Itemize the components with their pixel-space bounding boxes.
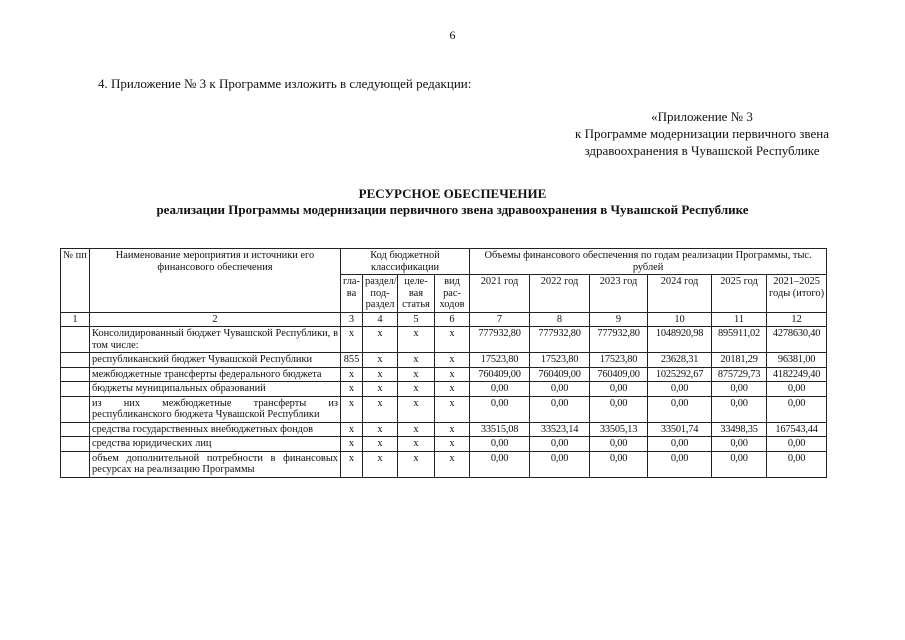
row-code-cell: x xyxy=(435,353,470,368)
column-number-7: 7 xyxy=(470,312,530,327)
column-number-3: 3 xyxy=(341,312,363,327)
header-year-col-1: 2021 год xyxy=(470,275,530,313)
row-value-cell: 4182249,40 xyxy=(767,367,827,382)
row-value-cell: 0,00 xyxy=(470,382,530,397)
row-value-cell: 875729,73 xyxy=(712,367,767,382)
row-value-cell: 0,00 xyxy=(648,437,712,452)
row-number-cell xyxy=(61,327,90,353)
row-code-cell: x xyxy=(435,367,470,382)
intro-text: 4. Приложение № 3 к Программе изложить в следующей редакции: xyxy=(98,76,472,91)
row-number-cell xyxy=(61,396,90,422)
row-value-cell: 23628,31 xyxy=(648,353,712,368)
table-row xyxy=(61,396,827,422)
row-code-cell: x xyxy=(341,396,363,422)
row-name-cell: из них межбюджетные трансферты из республиканского бюджета Чувашской Республики xyxy=(90,396,341,422)
column-number-1: 1 xyxy=(61,312,90,327)
row-value-cell: 0,00 xyxy=(590,451,648,477)
row-code-cell: 855 xyxy=(341,353,363,368)
row-value-cell: 895911,02 xyxy=(712,327,767,353)
row-value-cell: 760409,00 xyxy=(590,367,648,382)
row-value-cell: 0,00 xyxy=(470,451,530,477)
row-value-cell: 0,00 xyxy=(767,451,827,477)
row-value-cell: 0,00 xyxy=(648,451,712,477)
row-value-cell: 1048920,98 xyxy=(648,327,712,353)
row-code-cell: x xyxy=(363,422,398,437)
appendix-line-1: «Приложение № 3 xyxy=(651,109,753,124)
row-value-cell: 33523,14 xyxy=(530,422,590,437)
row-code-cell: x xyxy=(341,327,363,353)
column-number-12: 12 xyxy=(767,312,827,327)
header-no: № пп xyxy=(61,249,90,313)
row-code-cell: x xyxy=(398,396,435,422)
row-code-cell: x xyxy=(398,353,435,368)
row-value-cell: 760409,00 xyxy=(470,367,530,382)
row-number-cell xyxy=(61,422,90,437)
table-row xyxy=(61,367,827,382)
title-line-2: реализации Программы модернизации первичного звена здравоохранения в Чувашской Республике xyxy=(156,202,749,217)
row-number-cell xyxy=(61,437,90,452)
row-value-cell: 1025292,67 xyxy=(648,367,712,382)
row-code-cell: x xyxy=(363,327,398,353)
table-row xyxy=(61,422,827,437)
row-value-cell: 17523,80 xyxy=(590,353,648,368)
column-number-10: 10 xyxy=(648,312,712,327)
resource-table xyxy=(60,248,827,478)
row-code-cell: x xyxy=(363,451,398,477)
row-code-cell: x xyxy=(435,396,470,422)
row-code-cell: x xyxy=(398,437,435,452)
row-number-cell xyxy=(61,382,90,397)
row-code-cell: x xyxy=(341,382,363,397)
row-value-cell: 33501,74 xyxy=(648,422,712,437)
row-code-cell: x xyxy=(435,327,470,353)
column-number-6: 6 xyxy=(435,312,470,327)
row-code-cell: x xyxy=(435,451,470,477)
column-number-5: 5 xyxy=(398,312,435,327)
header-year-col-6: 2021–2025 годы (итого) xyxy=(767,275,827,313)
table-row xyxy=(61,353,827,368)
appendix-heading xyxy=(575,108,829,159)
row-code-cell: x xyxy=(398,382,435,397)
row-code-cell: x xyxy=(363,367,398,382)
row-name-cell: республиканский бюджет Чувашской Республики xyxy=(90,353,341,368)
row-value-cell: 0,00 xyxy=(712,437,767,452)
header-code-col-4: вид рас-ходов xyxy=(435,275,470,313)
table-row xyxy=(61,437,827,452)
row-value-cell: 33515,08 xyxy=(470,422,530,437)
row-value-cell: 167543,44 xyxy=(767,422,827,437)
header-year-col-4: 2024 год xyxy=(648,275,712,313)
row-code-cell: x xyxy=(341,451,363,477)
row-value-cell: 0,00 xyxy=(648,382,712,397)
row-code-cell: x xyxy=(341,367,363,382)
row-value-cell: 0,00 xyxy=(712,382,767,397)
header-year-col-5: 2025 год xyxy=(712,275,767,313)
page-number: 6 xyxy=(449,28,456,42)
row-value-cell: 0,00 xyxy=(530,451,590,477)
row-name-cell: средства юридических лиц xyxy=(90,437,341,452)
row-value-cell: 0,00 xyxy=(470,396,530,422)
row-name-cell: Консолидированный бюджет Чувашской Республики, в том числе: xyxy=(90,327,341,353)
row-code-cell: x xyxy=(398,367,435,382)
table-row xyxy=(61,451,827,477)
row-value-cell: 0,00 xyxy=(530,382,590,397)
row-number-cell xyxy=(61,353,90,368)
row-value-cell: 33505,13 xyxy=(590,422,648,437)
row-code-cell: x xyxy=(363,382,398,397)
row-code-cell: x xyxy=(398,422,435,437)
row-value-cell: 17523,80 xyxy=(470,353,530,368)
header-name: Наименование мероприятия и источники его финансового обеспечения xyxy=(90,249,341,313)
column-number-4: 4 xyxy=(363,312,398,327)
row-code-cell: x xyxy=(398,327,435,353)
row-value-cell: 777932,80 xyxy=(470,327,530,353)
header-year-col-3: 2023 год xyxy=(590,275,648,313)
table-row xyxy=(61,327,827,353)
column-number-8: 8 xyxy=(530,312,590,327)
row-code-cell: x xyxy=(363,353,398,368)
row-number-cell xyxy=(61,367,90,382)
row-value-cell: 0,00 xyxy=(590,437,648,452)
row-name-cell: объем дополнительной потребности в финансовых ресурсах на реализацию Программы xyxy=(90,451,341,477)
row-code-cell: x xyxy=(435,437,470,452)
row-value-cell: 0,00 xyxy=(530,396,590,422)
row-value-cell: 96381,00 xyxy=(767,353,827,368)
appendix-line-3: здравоохранения в Чувашской Республике xyxy=(584,143,820,158)
row-name-cell: бюджеты муниципальных образований xyxy=(90,382,341,397)
row-value-cell: 777932,80 xyxy=(530,327,590,353)
document-title xyxy=(0,186,905,218)
header-code-col-1: гла-ва xyxy=(341,275,363,313)
header-code: Код бюджетной классификации xyxy=(341,249,470,275)
row-value-cell: 0,00 xyxy=(590,396,648,422)
row-code-cell: x xyxy=(435,382,470,397)
header-volumes: Объемы финансового обеспечения по годам реализации Программы, тыс. рублей xyxy=(470,249,827,275)
row-value-cell: 20181,29 xyxy=(712,353,767,368)
row-value-cell: 0,00 xyxy=(767,396,827,422)
row-value-cell: 777932,80 xyxy=(590,327,648,353)
header-code-col-2: раздел/под-раздел xyxy=(363,275,398,313)
row-value-cell: 17523,80 xyxy=(530,353,590,368)
title-line-1: РЕСУРСНОЕ ОБЕСПЕЧЕНИЕ xyxy=(358,186,547,201)
row-value-cell: 33498,35 xyxy=(712,422,767,437)
row-value-cell: 4278630,40 xyxy=(767,327,827,353)
row-value-cell: 0,00 xyxy=(712,396,767,422)
row-number-cell xyxy=(61,451,90,477)
row-value-cell: 0,00 xyxy=(712,451,767,477)
header-code-col-3: целе-вая статья xyxy=(398,275,435,313)
column-number-11: 11 xyxy=(712,312,767,327)
column-number-9: 9 xyxy=(590,312,648,327)
row-value-cell: 760409,00 xyxy=(530,367,590,382)
row-value-cell: 0,00 xyxy=(648,396,712,422)
row-value-cell: 0,00 xyxy=(530,437,590,452)
table-row xyxy=(61,382,827,397)
row-code-cell: x xyxy=(363,437,398,452)
row-code-cell: x xyxy=(435,422,470,437)
row-value-cell: 0,00 xyxy=(590,382,648,397)
row-code-cell: x xyxy=(341,422,363,437)
row-code-cell: x xyxy=(363,396,398,422)
row-name-cell: межбюджетные трансферты федерального бюджета xyxy=(90,367,341,382)
row-code-cell: x xyxy=(398,451,435,477)
header-year-col-2: 2022 год xyxy=(530,275,590,313)
row-value-cell: 0,00 xyxy=(470,437,530,452)
row-value-cell: 0,00 xyxy=(767,437,827,452)
row-value-cell: 0,00 xyxy=(767,382,827,397)
column-number-2: 2 xyxy=(90,312,341,327)
appendix-line-2: к Программе модернизации первичного звена xyxy=(575,126,829,141)
resource-table-wrapper xyxy=(60,248,826,478)
row-code-cell: x xyxy=(341,437,363,452)
row-name-cell: средства государственных внебюджетных фондов xyxy=(90,422,341,437)
